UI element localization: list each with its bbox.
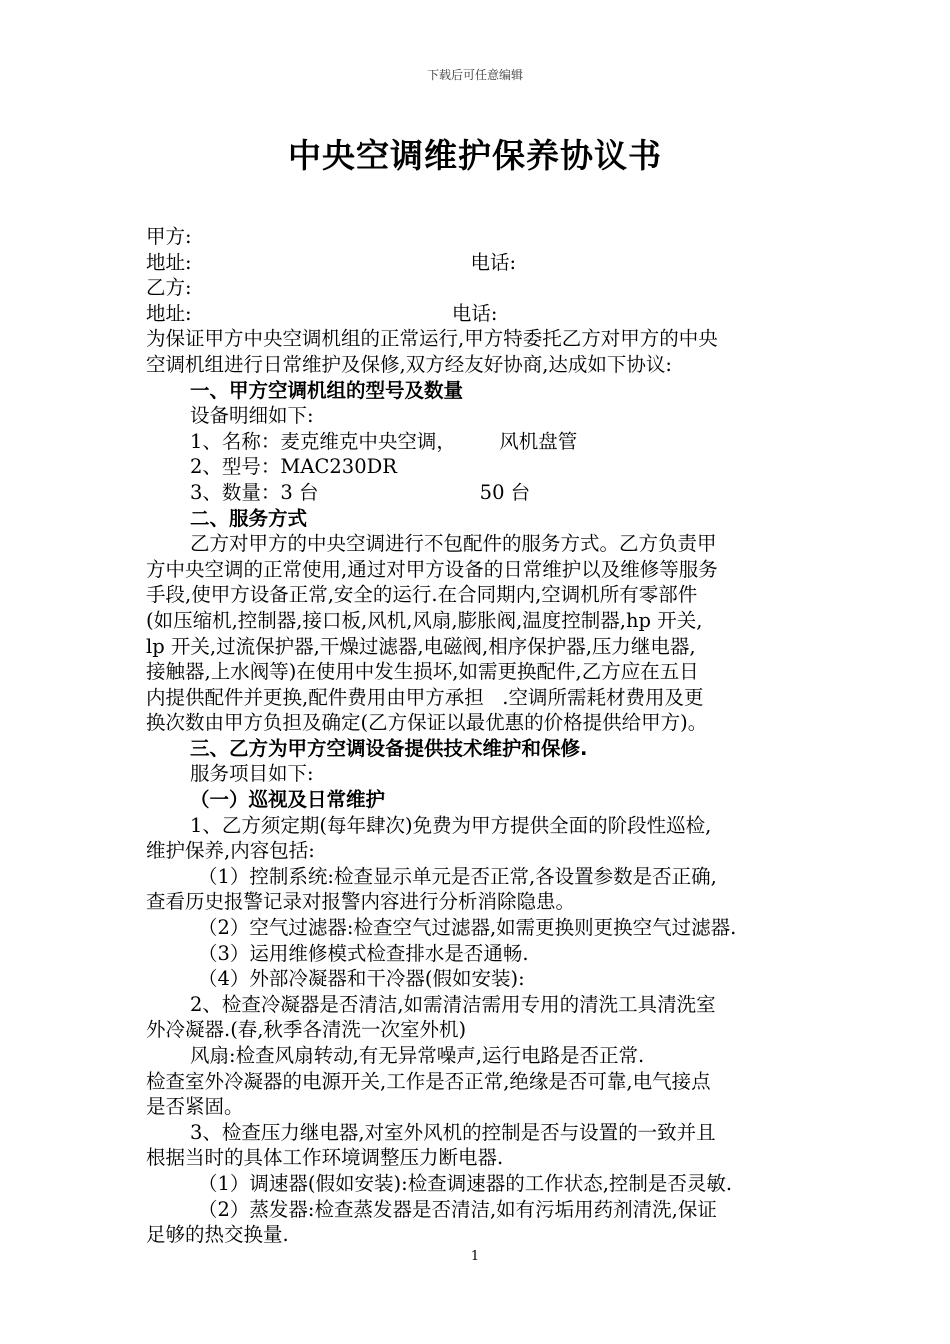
paragraph-line: 查看历史报警记录对报警内容进行分析消除隐患。 <box>146 890 576 914</box>
subsection-heading: （一）巡视及日常维护 <box>190 788 386 812</box>
document-body <box>146 224 818 1248</box>
paragraph-line: 外冷凝器.(春,秋季各清洗一次室外机) <box>146 1018 467 1042</box>
list-item: （1）调速器(假如安装):检查调速器的工作状态,控制是否灵敏. <box>198 1171 733 1195</box>
paragraph-line: 乙方对甲方的中央空调进行不包配件的服务方式。乙方负责甲 <box>190 532 717 556</box>
paragraph-line: 足够的热交换量. <box>146 1223 289 1247</box>
equipment-name: 1、名称：麦克维克中央空调， 风机盘管 <box>190 429 578 453</box>
equipment-model: 2、型号：MAC230DR <box>190 455 397 479</box>
equipment-quantity: 3、数量：3 台 50 台 <box>190 480 531 504</box>
paragraph-line: 根据当时的具体工作环境调整压力断电器. <box>146 1146 504 1170</box>
paragraph-line: 内提供配件并更换,配件费用由甲方承担 .空调所需耗材费用及更 <box>146 685 704 709</box>
paragraph-line: 维护保养,内容包括: <box>146 839 315 863</box>
list-item: （1）控制系统:检查显示单元是否正常,各设置参数是否正确, <box>198 864 717 888</box>
header-note: 下载后可任意编辑 <box>426 68 523 82</box>
paragraph-line: 风扇:检查风扇转动,有无异常噪声,运行电路是否正常. <box>190 1044 645 1067</box>
paragraph-line: 接触器,上水阀等)在使用中发生损坏,如需更换配件,乙方应在五日 <box>146 660 699 684</box>
party-b-address-phone: 地址: 电话: <box>146 301 498 325</box>
section-heading-3: 三、乙方为甲方空调设备提供技术维护和保修. <box>190 736 588 760</box>
paragraph-line: 设备明细如下: <box>190 404 314 428</box>
page-number: 1 <box>470 1249 480 1264</box>
paragraph-line: 换次数由甲方负担及确定(乙方保证以最优惠的价格提供给甲方)。 <box>146 711 708 735</box>
party-b-label: 乙方: <box>146 276 192 300</box>
paragraph-line: lp 开关,过流保护器,干燥过滤器,电磁阀,相序保护器,压力继电器, <box>146 634 696 658</box>
paragraph-line: (如压缩机,控制器,接口板,风机,风扇,膨胀阀,温度控制器,hp 开关, <box>146 608 703 632</box>
list-item: （4）外部冷凝器和干冷器(假如安装): <box>198 967 525 991</box>
list-item: （3）运用维修模式检查排水是否通畅. <box>198 941 529 965</box>
paragraph-line: 2、检查冷凝器是否清洁,如需清洁需用专用的清洗工具清洗室 <box>190 992 716 1016</box>
paragraph-line: 1、乙方须定期(每年肆次)免费为甲方提供全面的阶段性巡检, <box>190 813 712 837</box>
list-item: （2）空气过滤器:检查空气过滤器,如需更换则更换空气过滤器. <box>198 916 737 940</box>
preamble-line: 为保证甲方中央空调机组的正常运行,甲方特委托乙方对甲方的中央 <box>146 327 718 351</box>
section-heading-2: 二、服务方式 <box>190 506 308 530</box>
section-heading-1: 一、甲方空调机组的型号及数量 <box>190 378 464 402</box>
list-item: （2）蒸发器:检查蒸发器是否清洁,如有污垢用药剂清洗,保证 <box>198 1197 717 1221</box>
paragraph-line: 是否紧固。 <box>146 1095 244 1119</box>
document-title: 中央空调维护保养协议书 <box>288 136 662 175</box>
paragraph-line: 手段,使甲方设备正常,安全的运行.在合同期内,空调机所有零部件 <box>146 583 698 607</box>
party-a-label: 甲方: <box>146 225 192 248</box>
preamble-line: 空调机组进行日常维护及保修,双方经友好协商,达成如下协议: <box>146 352 672 376</box>
paragraph-line: 3、检查压力继电器,对室外风机的控制是否与设置的一致并且 <box>190 1120 716 1144</box>
paragraph-line: 检查室外冷凝器的电源开关,工作是否正常,绝缘是否可靠,电气接点 <box>146 1069 711 1093</box>
paragraph-line: 服务项目如下: <box>190 762 314 786</box>
party-a-address-phone: 地址: 电话: <box>146 250 517 274</box>
paragraph-line: 方中央空调的正常使用,通过对甲方设备的日常维护以及维修等服务 <box>146 557 718 581</box>
